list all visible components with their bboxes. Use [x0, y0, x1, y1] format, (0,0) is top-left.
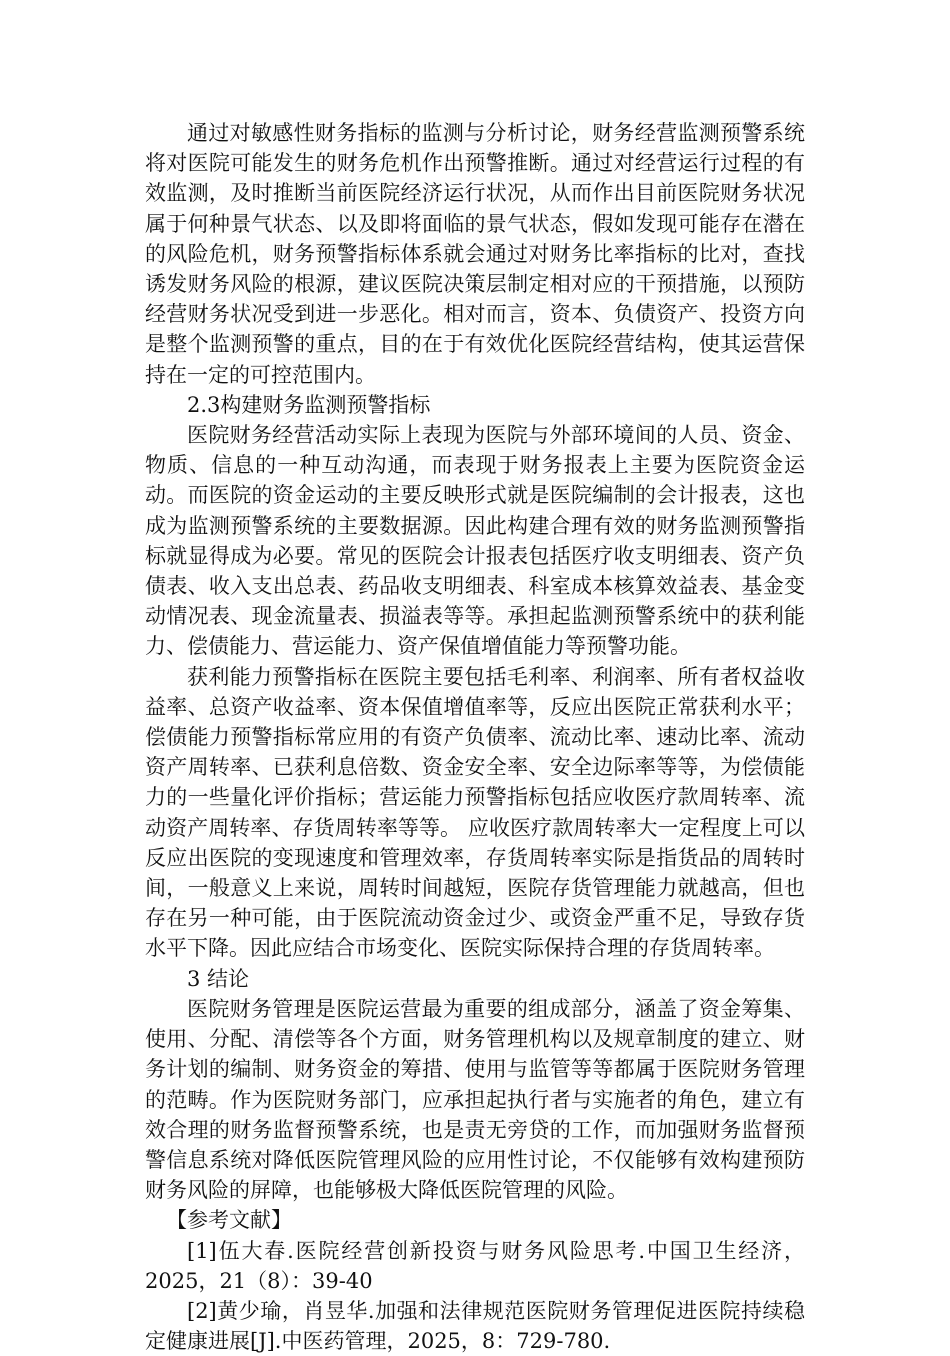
section-3-paragraph-1: 医院财务管理是医院运营最为重要的组成部分，涵盖了资金筹集、使用、分配、清偿等各个方面，财务管理机构以及规章制度的建立、财务计划的编制、财务资金的筹措、使用与监管等等都属于医院财务管理的范畴。作为医院财务部门，应承担起执行者与实施者的角色，建立有效合理的财务监督预警系统，也是责无旁贷的工作，而加强财务监督预警信息系统对降低医院管理风险的应用性讨论，不仅能够有效构建预防财务风险的屏障，也能够极大降低医院管理的风险。: [145, 996, 805, 1203]
intro-paragraph: 通过对敏感性财务指标的监测与分析讨论，财务经营监测预警系统将对医院可能发生的财务危机作出预警推断。通过对经营运行过程的有效监测，及时推断当前医院经济运行状况，从而作出目前医院财务状况属于何种景气状态、以及即将面临的景气状态，假如发现可能存在潜在的风险危机，财务预警指标体系就会通过对财务比率指标的比对，查找诱发财务风险的根源，建议医院决策层制定相对应的干预措施，以预防经营财务状况受到进一步恶化。相对而言，资本、负债资产、投资方向是整个监测预警的重点，目的在于有效优化医院经营结构，使其运营保持在一定的可控范围内。: [145, 121, 805, 387]
section-heading-3: 3 结论: [187, 966, 250, 991]
document-body: [145, 118, 805, 1356]
section-2-3-paragraph-2: 获利能力预警指标在医院主要包括毛利率、利润率、所有者权益收益率、总资产收益率、资本保值增值率等，反应出医院正常获利水平；偿债能力预警指标常应用的有资产负债率、流动比率、速动比率、流动资产周转率、已获利息倍数、资金安全率、安全边际率等等，为偿债能力的一些量化评价指标；营运能力预警指标包括应收医疗款周转率、流动资产周转率、存货周转率等等。 应收医疗款周转率大一定程度上可以反应出医院的变现速度和管理效率，存货周转率实际是指货品的周转时间，一般意义上来说，周转时间越短，医院存货管理能力就越高，但也存在另一种可能，由于医院流动资金过少、或资金严重不足，导致存货水平下降。因此应结合市场变化、医院实际保持合理的存货周转率。: [145, 664, 805, 961]
reference-item-2: [2]黄少瑜，肖昱华.加强和法律规范医院财务管理促进医院持续稳定健康进展[J].中医药管理，2025，8：729-780.: [145, 1298, 805, 1354]
references-title: 【参考文献】: [166, 1208, 292, 1233]
section-2-3-paragraph-1: 医院财务经营活动实际上表现为医院与外部环境间的人员、资金、物质、信息的一种互动沟通，而表现于财务报表上主要为医院资金运动。而医院的资金运动的主要反映形式就是医院编制的会计报表，这也成为监测预警系统的主要数据源。因此构建合理有效的财务监测预警指标就显得成为必要。常见的医院会计报表包括医疗收支明细表、资产负债表、收入支出总表、药品收支明细表、科室成本核算效益表、基金变动情况表、现金流量表、损溢表等等。承担起监测预警系统中的获利能力、偿债能力、营运能力、资产保值增值能力等预警功能。: [145, 423, 805, 659]
section-heading-2-3: 2.3构建财务监测预警指标: [187, 392, 431, 417]
reference-item-1: [1]伍大春.医院经营创新投资与财务风险思考.中国卫生经济，2025，21（8）：39-40: [145, 1238, 805, 1293]
